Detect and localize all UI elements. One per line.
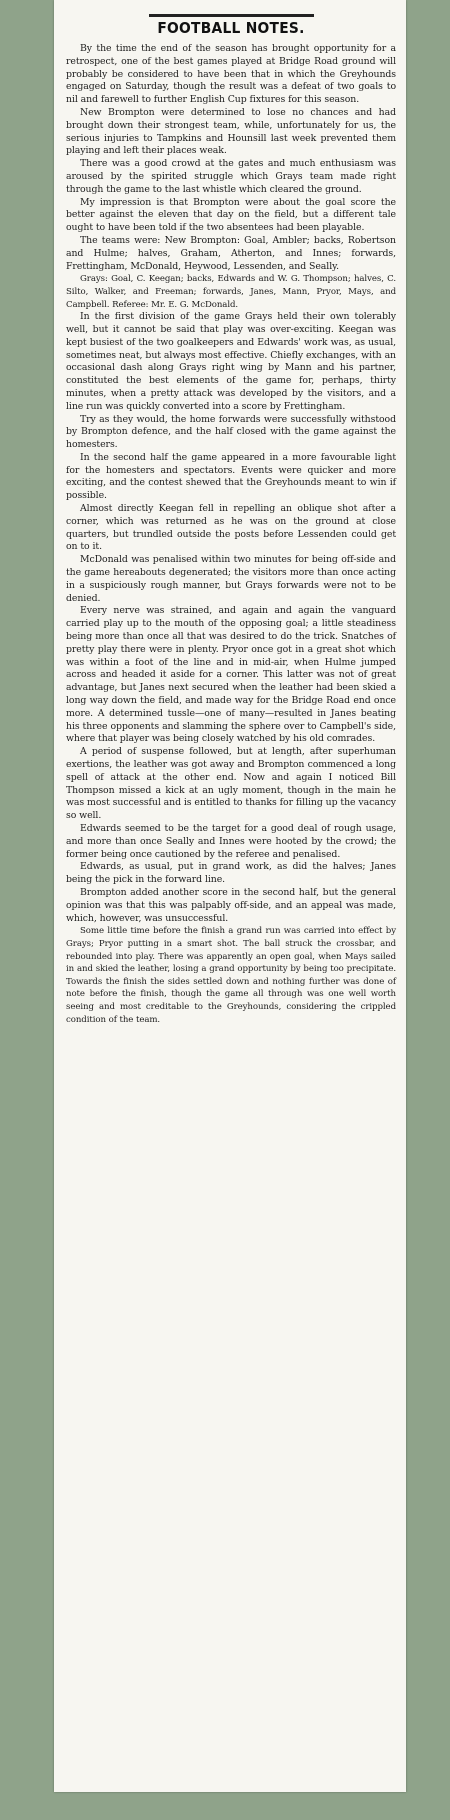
article <box>66 8 396 1026</box>
paragraph: My impression is that Brompton were about the goal score the better against the eleven that day on the field, but a different tale ought to have been told if the two absentees had been playable. <box>66 196 396 234</box>
paragraph: Every nerve was strained, and again and again the vanguard carried play up to the mouth of the opposing goal; a little steadiness being more than once all that was desired to do the trick. Snatches of pretty play there were in plenty. Pryor once got in a great shot which was within a foot of the line and in mid-air, when Hulme jumped across and headed it aside for a corner. This latter was not of great advantage, but Janes next secured when the leather had been skied a long way down the field, and made way for the Bridge Road end once more. A determined tussle—one of many—resulted in Janes beating his three opponents and slamming the sphere over to Campbell's side, where that player was being closely watched by his old comrades. <box>66 605 396 745</box>
paragraph: New Brompton were determined to lose no chances and had brought down their strongest team, while, unfortunately for us, the serious injuries to Tampkins and Hounsill last week prevented them playing and left their places weak. <box>66 106 396 157</box>
paragraph: Edwards seemed to be the target for a good deal of rough usage, and more than once Seally and Innes were hooted by the crowd; the former being once cautioned by the referee and penalised. <box>66 823 396 860</box>
paragraph: Edwards, as usual, put in grand work, as did the halves; Janes being the pick in the forward line. <box>66 861 396 886</box>
newspaper-clipping <box>54 0 406 1792</box>
paragraph: Grays: Goal, C. Keegan; backs, Edwards and W. G. Thompson; halves, C. Silto, Walker, and Freeman; forwards, Janes, Mann, Pryor, Mays, and Campbell. Referee: Mr. E. G. McDonald. <box>66 274 396 310</box>
title-rule <box>149 14 314 17</box>
paragraph: A period of suspense followed, but at length, after superhuman exertions, the leather was got away and Brompton commenced a long spell of attack at the other end. Now and again I noticed Bill Thompson missed a kick at an ugly moment, though in the main he was most successful and is entitled to thanks for filling up the vacancy so well. <box>66 746 396 822</box>
article-title: FOOTBALL NOTES. <box>157 19 305 37</box>
paragraph: Try as they would, the home forwards were successfully withstood by Brompton defence, and the half closed with the game against the homesters. <box>66 413 396 451</box>
paragraph: In the second half the game appeared in a more favourable light for the homesters and spectators. Events were quicker and more exciting, and the contest shewed that the Greyhounds meant to win if possible. <box>66 451 396 502</box>
paragraph: The teams were: New Brompton: Goal, Ambler; backs, Robertson and Hulme; halves, Graham, Atherton, and Innes; forwards, Frettingham, McDonald, Heywood, Lessenden, and Seally. <box>66 234 396 272</box>
paragraph: In the first division of the game Grays held their own tolerably well, but it cannot be said that play was over-exciting. Keegan was kept busiest of the two goalkeepers and Edwards' work was, as usual, sometimes neat, but always most effective. Chiefly exchanges, with an occasional dash along Grays right wing by Mann and his partner, constituted the best elements of the game for, perhaps, thirty minutes, when a pretty attack was developed by the visitors, and a line run was quickly converted into a score by Frettingham. <box>66 311 396 412</box>
article-body <box>66 43 396 1026</box>
paragraph: Almost directly Keegan fell in repelling an oblique shot after a corner, which was returned as he was on the ground at close quarters, but trundled outside the posts before Lessenden could get on to it. <box>66 503 396 553</box>
paragraph: By the time the end of the season has brought opportunity for a retrospect, one of the best games played at Bridge Road ground will probably be considered to have been that in which the Greyhounds engaged on Saturday, though the result was a defeat of two goals to nil and farewell to further English Cup fixtures for this season. <box>66 43 396 106</box>
paragraph: Brompton added another score in the second half, but the general opinion was that this was palpably off-side, and an appeal was made, which, however, was unsuccessful. <box>66 886 396 924</box>
paragraph: Some little time before the finish a grand run was carried into effect by Grays; Pryor putting in a smart shot. The ball struck the crossbar, and rebounded into play. There was apparently an open goal, when Mays sailed in and skied the leather, losing a grand opportunity by being too precipitate. Towards the finish the sides settled down and nothing further was done of note before the finish, though the game all through was one well worth seeing and most creditable to the Greyhounds, considering the crippled condition of the team. <box>66 926 396 1025</box>
paragraph: There was a good crowd at the gates and much enthusiasm was aroused by the spirited struggle which Grays team made right through the game to the last whistle which cleared the ground. <box>66 158 396 195</box>
paragraph: McDonald was penalised within two minutes for being off-side and the game hereabouts degenerated; the visitors more than once acting in a suspiciously rough manner, but Grays forwards were not to be denied. <box>66 554 396 604</box>
